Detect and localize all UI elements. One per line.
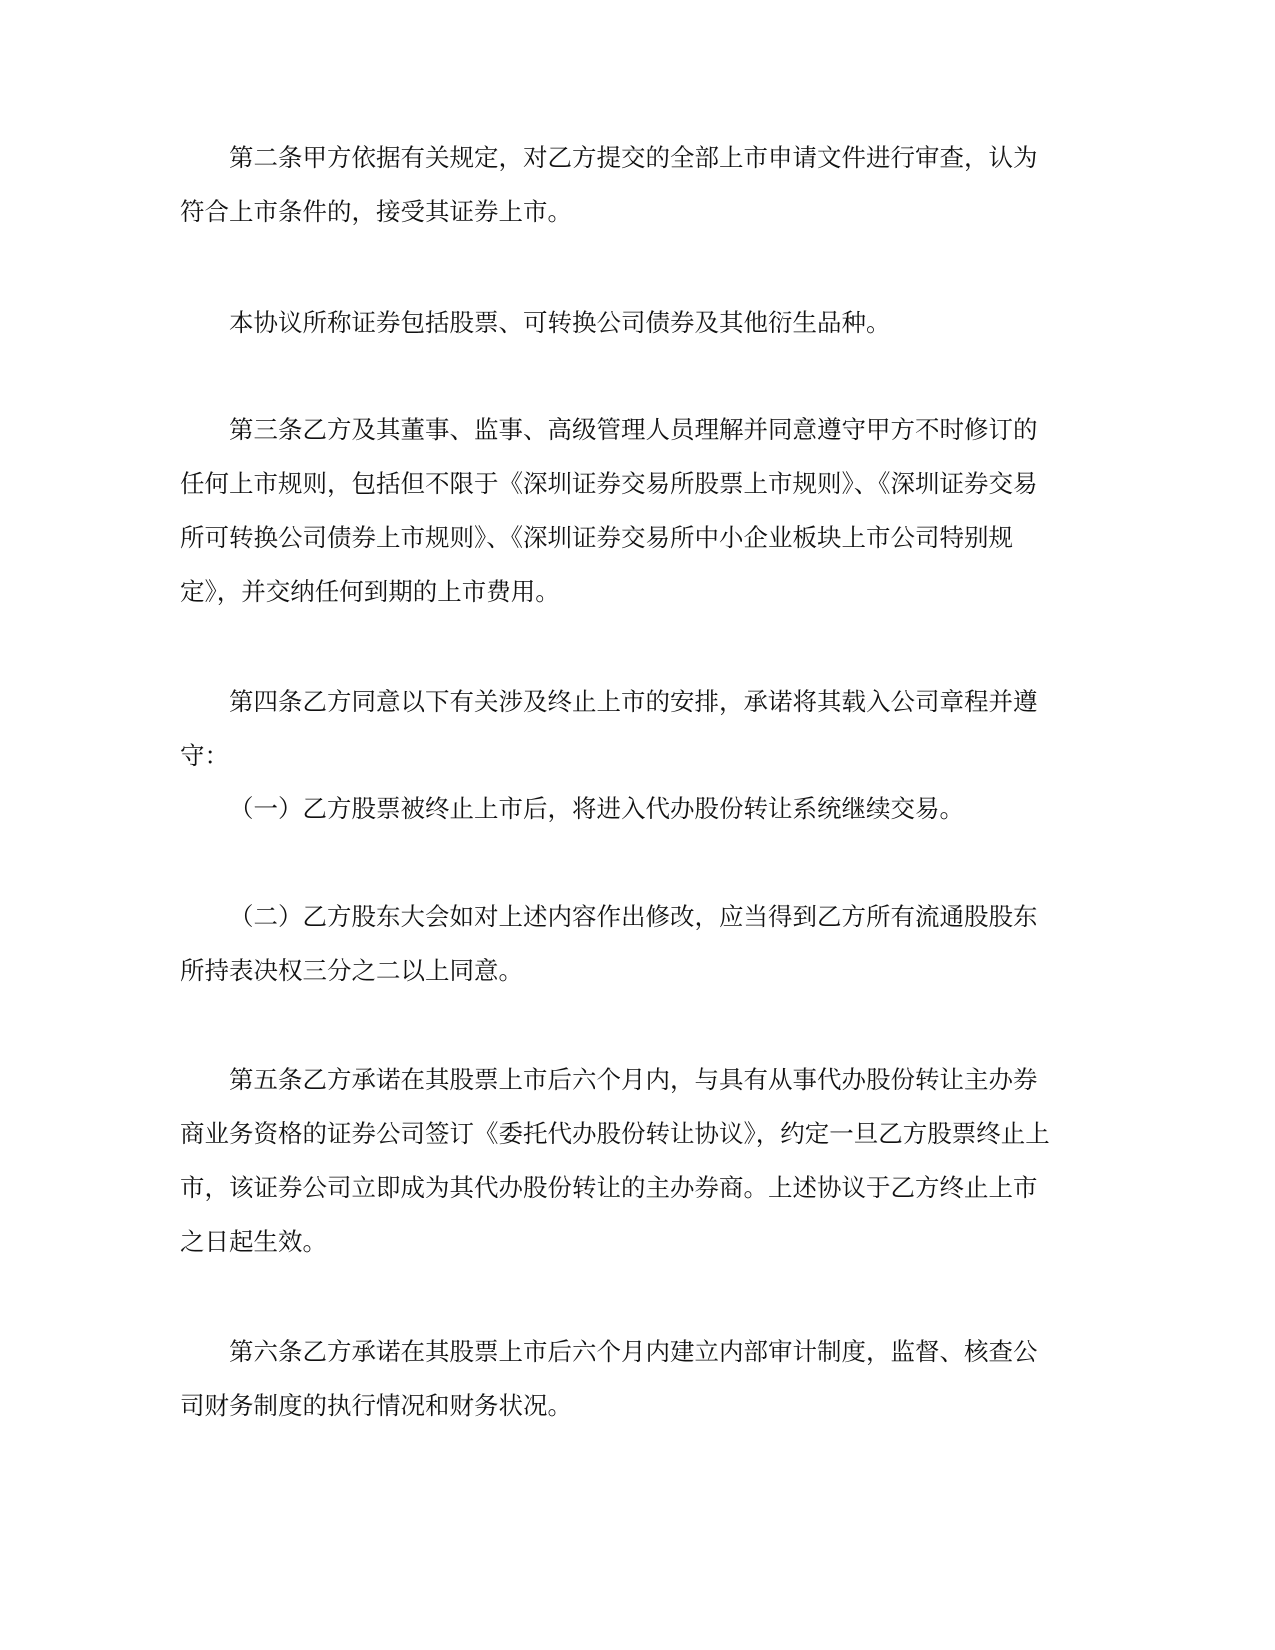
article-5-paragraph: 第五条乙方承诺在其股票上市后六个月内，与具有从事代办股份转让主办券商业务资格的证券公司签订《委托代办股份转让协议》，约定一旦乙方股票终止上市，该证券公司立即成为其代办股份转让的主办券商。上述协议于乙方终止上市之日起生效。 xyxy=(180,1065,1050,1256)
clause-1-paragraph: （一）乙方股票被终止上市后，将进入代办股份转让系统继续交易。 xyxy=(229,794,964,823)
article-6-paragraph: 第六条乙方承诺在其股票上市后六个月内建立内部审计制度，监督、核查公司财务制度的执行情况和财务状况。 xyxy=(180,1337,1038,1420)
article-4-paragraph: 第四条乙方同意以下有关涉及终止上市的安排，承诺将其载入公司章程并遵守： xyxy=(180,687,1038,770)
clause-2-paragraph: （二）乙方股东大会如对上述内容作出修改，应当得到乙方所有流通股股东所持表决权三分之二以上同意。 xyxy=(180,902,1038,985)
article-2-paragraph: 第二条甲方依据有关规定，对乙方提交的全部上市申请文件进行审查，认为符合上市条件的，接受其证券上市。 xyxy=(180,143,1038,226)
article-3-paragraph: 第三条乙方及其董事、监事、高级管理人员理解并同意遵守甲方不时修订的任何上市规则，包括但不限于《深圳证券交易所股票上市规则》、《深圳证券交易所可转换公司债券上市规则》、《深圳证券交易所中小企业板块上市公司特别规定》，并交纳任何到期的上市费用。 xyxy=(180,415,1038,606)
securities-definition-paragraph: 本协议所称证券包括股票、可转换公司债券及其他衍生品种。 xyxy=(229,308,891,337)
